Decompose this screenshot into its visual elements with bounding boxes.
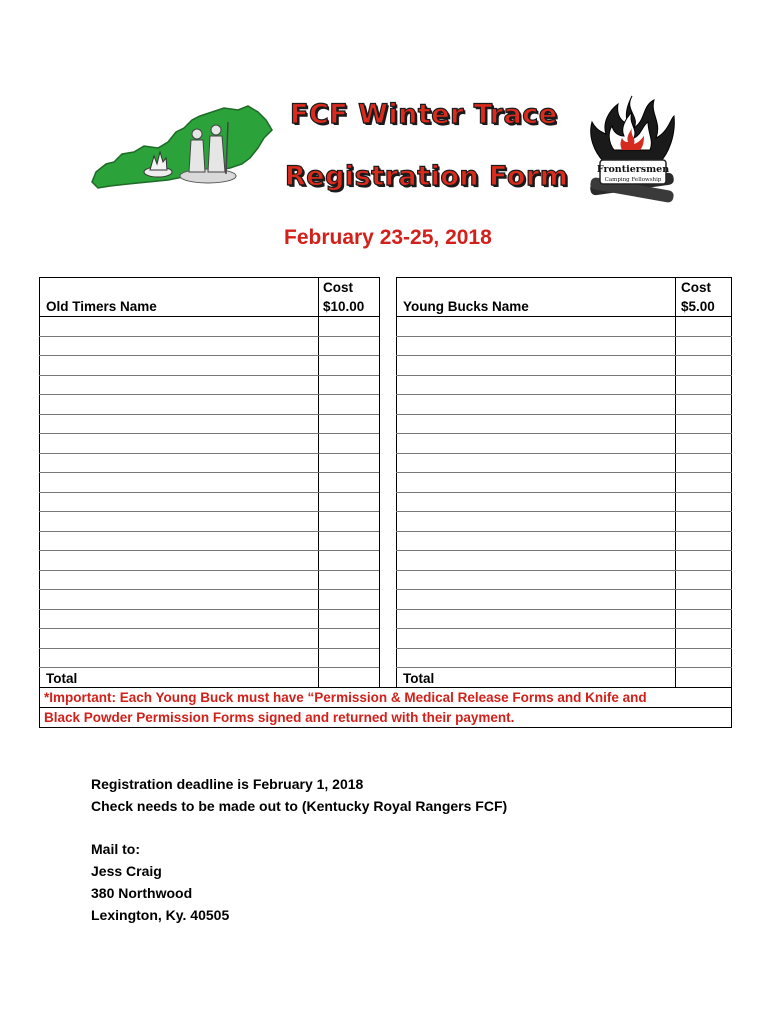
left-total-label: Total [46, 671, 78, 686]
table-row-line [39, 453, 379, 454]
table-row-line [39, 570, 379, 571]
right-cost-value: $5.00 [681, 299, 715, 314]
table-row-line [39, 492, 379, 493]
table-row-line [396, 394, 732, 395]
table-row-line [39, 648, 379, 649]
city-state-zip: Lexington, Ky. 40505 [91, 907, 230, 923]
table-row-line [39, 394, 379, 395]
street-address: 380 Northwood [91, 885, 193, 901]
young-bucks-name-header: Young Bucks Name [403, 299, 529, 314]
svg-text:Frontiersmen: Frontiersmen [596, 164, 670, 175]
left-cost-value: $10.00 [323, 299, 365, 314]
table-row-line [396, 355, 732, 356]
table-row-line [39, 472, 379, 473]
table-row-line [396, 531, 732, 532]
table-row-line [396, 648, 732, 649]
table-row-line [396, 336, 732, 337]
table-row-line [39, 375, 379, 376]
table-row-line [39, 550, 379, 551]
left-cost-label: Cost [323, 280, 353, 295]
table-row-line [396, 316, 732, 317]
mailing-address [91, 838, 229, 926]
form-title-line2: Registration Form [285, 161, 569, 192]
table-row-line [396, 667, 732, 668]
table-row-line [39, 511, 379, 512]
table-row-line [396, 472, 732, 473]
table-row-line [396, 589, 732, 590]
important-note-line2: Black Powder Permission Forms signed and returned with their payment. [44, 710, 515, 725]
table-row-line [39, 355, 379, 356]
table-row-line [396, 511, 732, 512]
right-total-label: Total [403, 671, 435, 686]
table-row-line [396, 433, 732, 434]
svg-text:Camping Fellowship: Camping Fellowship [604, 177, 662, 183]
table-row-line [39, 414, 379, 415]
table-row-line [39, 609, 379, 610]
important-note-line1: *Important: Each Young Buck must have “Permission & Medical Release Forms and Knife and [44, 690, 647, 705]
table-row-line [39, 589, 379, 590]
event-date: February 23-25, 2018 [284, 226, 492, 249]
table-row-line [396, 375, 732, 376]
table-row-line [396, 609, 732, 610]
table-row-line [396, 628, 732, 629]
check-payable-text: Check needs to be made out to (Kentucky Royal Rangers FCF) [91, 798, 508, 814]
form-title-line1: FCF Winter Trace [290, 99, 558, 130]
table-row-line [39, 531, 379, 532]
table-row-line [396, 492, 732, 493]
table-row-line [39, 336, 379, 337]
old-timers-name-header: Old Timers Name [46, 299, 157, 314]
mail-to-label: Mail to: [91, 841, 140, 857]
table-row-line [39, 316, 379, 317]
table-row-line [396, 414, 732, 415]
table-row-line [39, 628, 379, 629]
registration-info [91, 773, 507, 817]
right-cost-label: Cost [681, 280, 711, 295]
contact-name: Jess Craig [91, 863, 162, 879]
table-row-line [396, 453, 732, 454]
table-row-line [39, 433, 379, 434]
deadline-text: Registration deadline is February 1, 2018 [91, 776, 364, 792]
table-row-line [39, 667, 379, 668]
table-row-line [396, 550, 732, 551]
table-row-line [396, 570, 732, 571]
